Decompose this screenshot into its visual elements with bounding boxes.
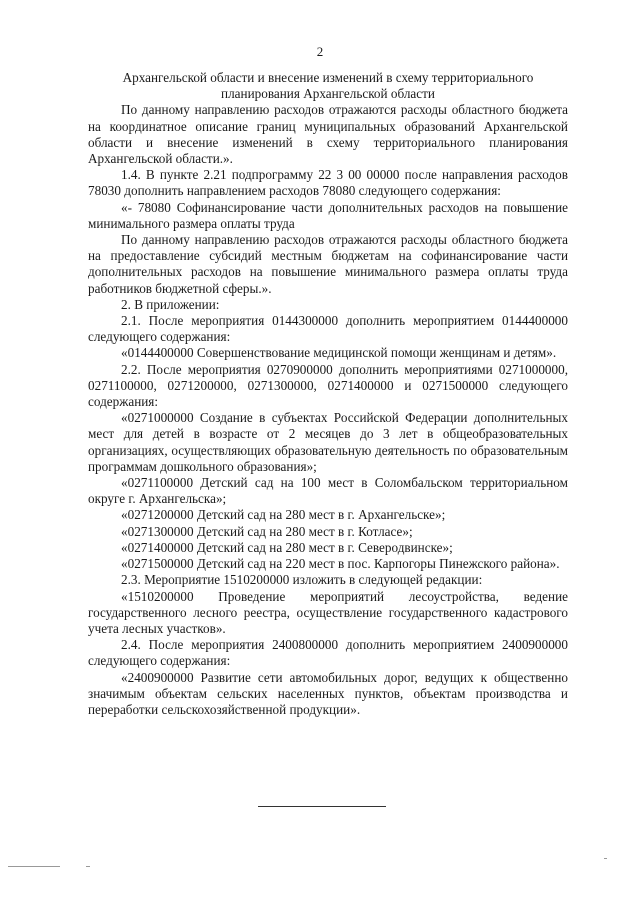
paragraph-17: «1510200000 Проведение мероприятий лесоустройства, ведение государственного лесного реестра, осуществление государственного кадастрового учета лесных участков». [88,588,568,636]
document-body [88,70,568,718]
paragraph-10: «0271000000 Создание в субъектах Российской Федерации дополнительных мест для детей в возрасте от 2 месяцев до 3 лет в общеобразовательных организациях, осуществляющих образовательную деятельность по образовательным программам дошкольного образования»; [88,410,568,474]
paragraph-4: «- 78080 Софинансирование части дополнительных расходов на повышение минимального размера оплаты труда [88,199,568,231]
paragraph-1: Архангельской области и внесение изменений в схему территориального планирования Архангельской области [122,70,534,102]
scan-mark-left [8,866,60,867]
paragraph-16: 2.3. Мероприятие 1510200000 изложить в следующей редакции: [121,572,483,588]
paragraph-8: «0144400000 Совершенствование медицинской помощи женщинам и детям». [121,345,557,361]
paragraph-7: 2.1. После мероприятия 0144300000 дополнить мероприятием 0144400000 следующего содержания: [88,313,568,345]
paragraph-6: 2. В приложении: [121,296,220,312]
paragraph-14: «0271400000 Детский сад на 280 мест в г. Северодвинске»; [121,539,453,555]
paragraph-13: «0271300000 Детский сад на 280 мест в г. Котласе»; [121,523,413,539]
page-number: 2 [316,44,324,59]
scan-mark-tick [86,866,90,867]
paragraph-15: «0271500000 Детский сад на 220 мест в пос. Карпогоры Пинежского района». [121,556,560,572]
paragraph-5: По данному направлению расходов отражаются расходы областного бюджета на предоставление субсидий местным бюджетам на софинансирование части дополнительных расходов на повышение минимального размера оплаты труда работников бюджетной сферы.». [88,232,568,296]
paragraph-2: По данному направлению расходов отражаются расходы областного бюджета на координатное описание границ муниципальных образований Архангельской области и внесение изменений в схему территориального планирования Архангельской области.». [88,102,568,167]
paragraph-19: «2400900000 Развитие сети автомобильных дорог, ведущих к общественно значимым объектам сельских населенных пунктов, объектам производства и переработки сельскохозяйственной продукции». [88,669,568,717]
paragraph-3: 1.4. В пункте 2.21 подпрограмму 22 3 00 00000 после направления расходов 78030 дополнить направлением расходов 78080 следующего содержания: [88,167,568,199]
paragraph-12: «0271200000 Детский сад на 280 мест в г. Архангельске»; [121,507,446,523]
paragraph-11: «0271100000 Детский сад на 100 мест в Соломбальском территориальном округе г. Архангельска»; [88,475,568,507]
end-rule [258,806,386,807]
paragraph-9: 2.2. После мероприятия 0270900000 дополнить мероприятиями 0271000000, 0271100000, 0271200000, 0271300000, 0271400000 и 0271500000 следующего содержания: [88,361,568,410]
paragraph-18: 2.4. После мероприятия 2400800000 дополнить мероприятием 2400900000 следующего содержания: [88,637,568,669]
scan-mark-right [604,858,607,859]
